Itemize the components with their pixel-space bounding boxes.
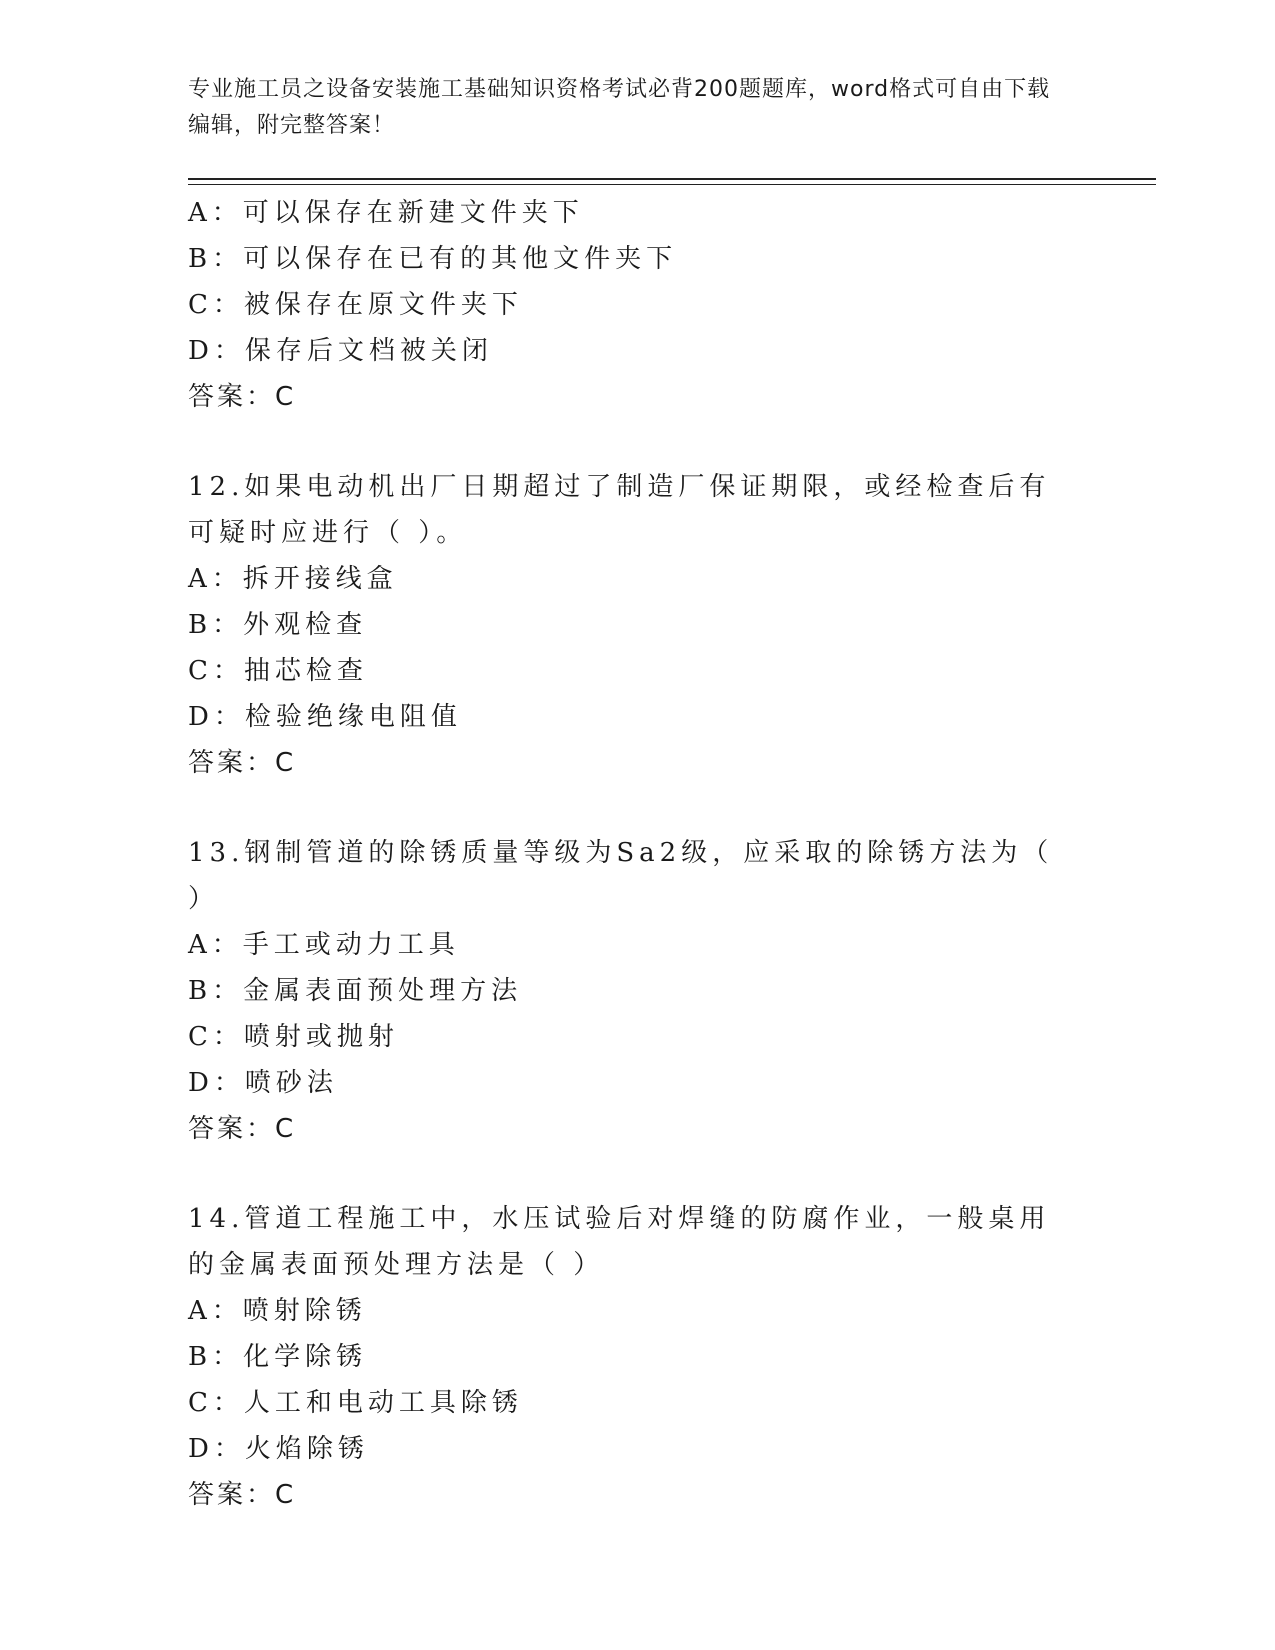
option-d: D：保存后文档被关闭: [188, 336, 493, 366]
answer: 答案：C: [188, 1114, 297, 1144]
question-14: [188, 1196, 1088, 1518]
answer: 答案：C: [188, 748, 297, 778]
question-text: 13.钢制管道的除锈质量等级为Sa2级，应采取的除锈方法为（ ）: [188, 838, 1054, 914]
question-text: 14.管道工程施工中，水压试验后对焊缝的防腐作业，一般桌用的金属表面预处理方法是（ ）: [188, 1204, 1051, 1280]
header-divider-thick: [188, 178, 1156, 180]
option-b: B：可以保存在已有的其他文件夹下: [188, 244, 678, 274]
document-header: 专业施工员之设备安装施工基础知识资格考试必背200题题库，word格式可自由下载编辑，附完整答案！: [188, 77, 1051, 138]
option-a: A：拆开接线盒: [188, 564, 398, 594]
option-b: B：外观检查: [188, 610, 368, 640]
option-b: B：金属表面预处理方法: [188, 976, 523, 1006]
answer: 答案：C: [188, 382, 297, 412]
option-a: A：可以保存在新建文件夹下: [188, 198, 584, 228]
partial-question: [188, 190, 1088, 420]
question-list: [188, 190, 1088, 1518]
option-c: C：人工和电动工具除锈: [188, 1388, 523, 1418]
question-text: 12.如果电动机出厂日期超过了制造厂保证期限，或经检查后有可疑时应进行（ ）。: [188, 472, 1051, 548]
header-divider-thin: [188, 184, 1156, 185]
option-c: C：被保存在原文件夹下: [188, 290, 523, 320]
option-a: A：手工或动力工具: [188, 930, 460, 960]
option-b: B：化学除锈: [188, 1342, 368, 1372]
option-c: C：抽芯检查: [188, 656, 368, 686]
option-d: D：检验绝缘电阻值: [188, 702, 462, 732]
option-d: D：火焰除锈: [188, 1434, 369, 1464]
option-d: D：喷砂法: [188, 1068, 338, 1098]
answer: 答案：C: [188, 1480, 297, 1510]
question-13: [188, 830, 1088, 1152]
option-a: A：喷射除锈: [188, 1296, 367, 1326]
option-c: C：喷射或抛射: [188, 1022, 399, 1052]
question-12: [188, 464, 1088, 786]
